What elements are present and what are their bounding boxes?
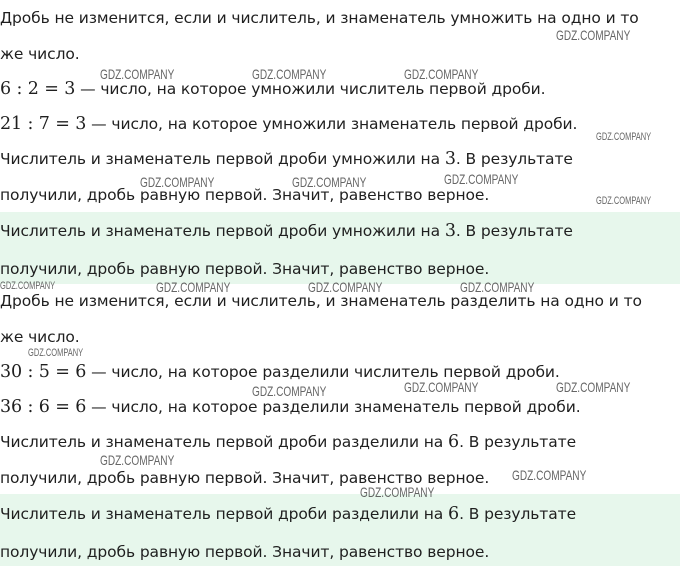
conclusion-text: Числитель и знаменатель первой дроби разделили на (0, 433, 449, 451)
answer-box-multiply (0, 212, 680, 284)
watermark: GDZ.COMPANY (252, 66, 327, 82)
watermark: GDZ.COMPANY (556, 379, 631, 395)
math-expression: 6 : 2 = 3 (0, 79, 76, 99)
answer-text: . В результате (455, 222, 573, 240)
math-expression: 21 : 7 = 3 (0, 114, 87, 134)
math-expression: 30 : 5 = 6 (0, 362, 87, 382)
watermark: GDZ.COMPANY (460, 279, 535, 295)
watermark: GDZ.COMPANY (512, 467, 587, 483)
conclusion-divide-line-2: получили, дробь равную первой. Значит, равенство верное. (0, 469, 490, 487)
watermark: GDZ.COMPANY (596, 131, 652, 143)
watermark: GDZ.COMPANY (0, 280, 56, 292)
equation-denominator-divide (0, 396, 680, 418)
answer-divide-line-2: получили, дробь равную первой. Значит, равенство верное. (0, 543, 490, 561)
watermark: GDZ.COMPANY (556, 27, 631, 43)
watermark: GDZ.COMPANY (404, 379, 479, 395)
watermark: GDZ.COMPANY (100, 66, 175, 82)
watermark: GDZ.COMPANY (444, 171, 519, 187)
equation-denominator-multiply (0, 113, 680, 135)
math-number: 6 (448, 432, 460, 452)
watermark: GDZ.COMPANY (252, 383, 327, 399)
equation-explanation: — число, на которое умножили знаменатель первой дроби. (86, 115, 578, 133)
watermark: GDZ.COMPANY (596, 195, 652, 207)
answer-divide-line-1 (0, 494, 680, 525)
rule-divide-line-2: же число. (0, 328, 80, 346)
conclusion-multiply-line-2: получили, дробь равную первой. Значит, равенство верное. (0, 186, 490, 204)
math-number: 3 (444, 221, 456, 241)
math-number: 6 (448, 504, 460, 524)
watermark: GDZ.COMPANY (292, 174, 367, 190)
conclusion-text: Числитель и знаменатель первой дроби умножили на (0, 150, 445, 168)
conclusion-text: . В результате (459, 433, 577, 451)
math-number: 3 (444, 149, 456, 169)
answer-text: Числитель и знаменатель первой дроби разделили на (0, 505, 449, 523)
answer-multiply-line-2: получили, дробь равную первой. Значит, равенство верное. (0, 260, 490, 278)
watermark: GDZ.COMPANY (360, 484, 435, 500)
conclusion-text: . В результате (455, 150, 573, 168)
equation-explanation: — число, на которое умножили числитель первой дроби. (75, 80, 546, 98)
answer-box-divide (0, 494, 680, 566)
conclusion-multiply-line-1 (0, 148, 680, 170)
math-expression: 36 : 6 = 6 (0, 397, 87, 417)
answer-multiply-line-1 (0, 212, 680, 242)
conclusion-divide-line-1 (0, 431, 680, 453)
answer-text: Числитель и знаменатель первой дроби умножили на (0, 222, 445, 240)
watermark: GDZ.COMPANY (156, 279, 231, 295)
watermark: GDZ.COMPANY (308, 279, 383, 295)
rule-divide-line-1: Дробь не изменится, если и числитель, и знаменатель разделить на одно и то (0, 292, 642, 310)
equation-explanation: — число, на которое разделили знаменатель первой дроби. (86, 398, 581, 416)
watermark: GDZ.COMPANY (28, 347, 84, 359)
equation-explanation: — число, на которое разделили числитель первой дроби. (86, 363, 560, 381)
watermark: GDZ.COMPANY (404, 66, 479, 82)
rule-multiply-line-1: Дробь не изменится, если и числитель, и знаменатель умножить на одно и то (0, 9, 639, 27)
watermark: GDZ.COMPANY (140, 174, 215, 190)
watermark: GDZ.COMPANY (100, 452, 175, 468)
answer-text: . В результате (459, 505, 577, 523)
rule-multiply-line-2: же число. (0, 45, 80, 63)
